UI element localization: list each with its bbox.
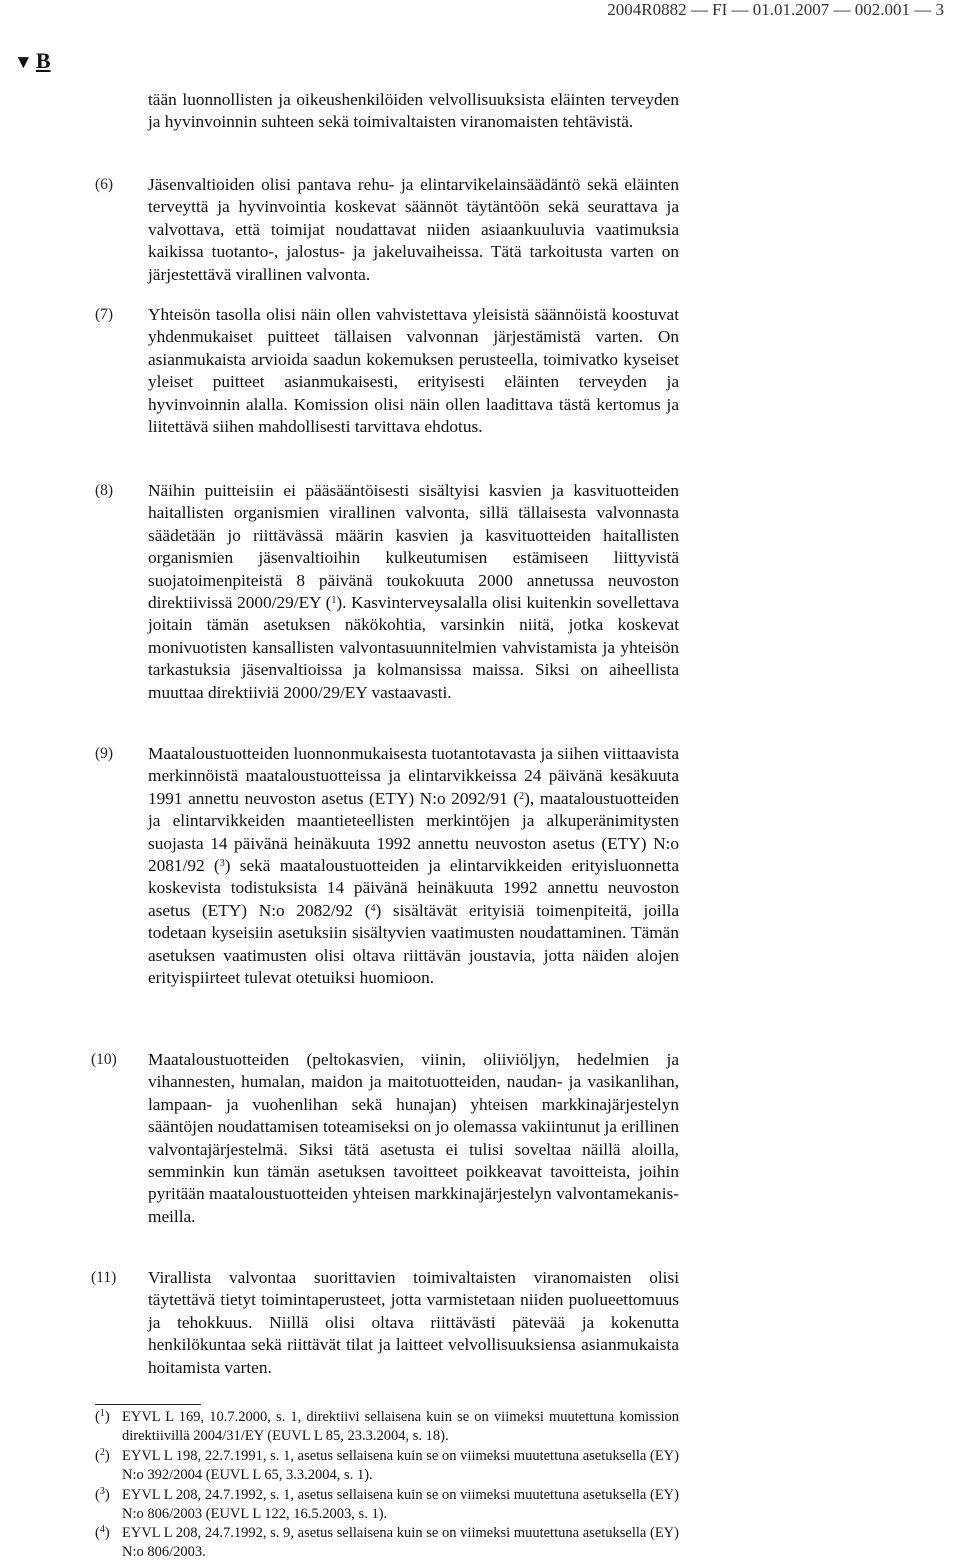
continuation-paragraph: tään luonnollisten ja oikeushenkilöiden velvollisuuksista eläinten terveyden ja hyvinvoinnin suhteen sekä toimivaltaisten viranomaisten tehtävistä. bbox=[148, 90, 679, 132]
recital-text: Jäsenvaltioiden olisi pantava rehu- ja elintarvikelainsäädäntö sekä eläinten terveyttä ja hyvinvointia koskevat säännöt täytäntöön sekä seurattava ja valvottava, että toimijat noudattavat niiden asiaankuuluvia vaatimuksia kaikissa tuotanto-, jalostus- ja jakeluvaiheissa. Tätä tarkoitusta varten on järjestettävä virallinen valvonta. bbox=[148, 175, 679, 284]
footnote-number: ($^3$) bbox=[95, 1486, 110, 1503]
footnote-text: EYVL L 208, 24.7.1992, s. 1, asetus sellaisena kuin se on viimeksi muutettuna asetuksella (EY) N:o 806/2003 (EUVL L 122, 16.5.2003, s. 1). bbox=[122, 1487, 679, 1522]
footnote-text: EYVL L 198, 22.7.1991, s. 1, asetus sellaisena kuin se on viimeksi muutettuna asetuksella (EY) N:o 392/2004 (EUVL L 65, 3.3.2004, s. 1). bbox=[122, 1448, 679, 1483]
footnote-text: EYVL L 208, 24.7.1992, s. 9, asetus sellaisena kuin se on viimeksi muutettuna asetuksella (EY) N:o 806/2003. bbox=[122, 1525, 679, 1560]
recital-text: Maataloustuotteiden (peltokasvien, viinin, oliiviöljyn, hedelmien ja vihannesten, humalan, maidon ja maitotuotteiden, naudan- ja vasikanlihan, lampaan- ja vuohenlihan sekä hunajan) yhteisen markkinajärjestelyn sääntöjen noudattamisen toteamiseksi on jo olemassa vakiintunut ja erillinen valvontajärjestelmä. Siksi tätä asetusta ei tulisi soveltaa näillä aloilla, semminkin kun tämän asetuksen tavoitteet poikkeavat tavoitteista, joihin pyritään maataloustuotteiden yhteisen markkinajärjestelyn valvontamekanismeilla. bbox=[148, 1050, 679, 1226]
running-header: 2004R0882 — FI — 01.01.2007 — 002.001 — 3 bbox=[607, 0, 944, 19]
footnote-ref[interactable]: 2 bbox=[519, 790, 525, 802]
recital-number: (9) bbox=[95, 745, 114, 762]
recital-text: Virallista valvontaa suorittavien toimivaltaisten viranomaisten olisi täytettävä tietyt toimintaperusteet, jotta varmistetaan niiden puolueettomuus ja tehokkuus. Niillä olisi oltava riittävästi pätevää ja kokenutta henkilökuntaa sekä riittävät tilat ja laitteet velvollisuuksiensa asianmukaista hoitamista varten. bbox=[148, 1268, 679, 1377]
recital-number: (8) bbox=[95, 482, 114, 499]
footnote-ref[interactable]: 1 bbox=[331, 595, 337, 607]
recital-text bbox=[148, 743, 679, 989]
footnote-ref[interactable]: 4 bbox=[370, 902, 376, 914]
recital-number: (7) bbox=[95, 306, 114, 323]
footnote-text: EYVL L 169, 10.7.2000, s. 1, direktiivi sellaisena kuin se on viimeksi muutettuna komission direktiivillä 2004/31/EY (EUVL L 85, 23.3.2004, s. 18). bbox=[122, 1409, 679, 1444]
recital-number: (10) bbox=[91, 1051, 117, 1068]
triangle-down-icon: ▼ bbox=[14, 52, 33, 73]
footnote-divider bbox=[95, 1404, 201, 1405]
footnote-number: ($^2$) bbox=[95, 1447, 110, 1464]
recital-text-part: Näihin puitteisiin ei pääsääntöisesti sisältyisi kasvien ja kasvituotteiden haitallisten organismien virallinen valvonta, sillä tällaisesta valvonnasta säädetään jo riittävässä määrin kasvien ja kasvituotteiden haitallisten organismien jäsenvaltioihin kulkeutumisen estämiseen liittyvistä suojatoimenpiteistä 8 päivänä toukokuuta 2000 annetussa neuvoston direktiivissä 2000/29/EY ( bbox=[148, 481, 679, 613]
recital-text-part: ). Kasvinterveysalalla olisi kuitenkin sovellettava joitain tämän asetuksen näkökohtia, varsinkin niitä, jotka koskevat monivuotisten kansallisten valvontasuunnitelmien vahvistamista ja yhteisön tarkastuksia jäsenvaltioissa ja kolmansissa maissa. Siksi on aiheellista muuttaa direktiiviä 2000/29/EY vastaavasti. bbox=[148, 593, 679, 702]
recital-text-part: ) sekä maataloustuotteiden ja elintarvikkeiden erityisluonnetta koskevista todistuksista 14 päivänä heinäkuuta 1992 annettu neuvoston asetus (ETY) N:o 2082/92 ( bbox=[148, 856, 679, 920]
footnote-number: ($^1$) bbox=[95, 1408, 110, 1425]
recital-number: (11) bbox=[91, 1269, 117, 1286]
amendment-marker-letter[interactable]: B bbox=[35, 48, 51, 73]
amendment-marker[interactable] bbox=[14, 48, 51, 74]
recital-text-part: ), maataloustuotteiden ja elintarvikkeiden maantieteellisten merkintöjen ja alkuperänimitysten suojasta 14 päivänä heinäkuuta 1992 annettu neuvoston asetus (ETY) N:o 2081/92 ( bbox=[148, 788, 679, 876]
recital-text-part: ) sisältävät erityisiä toimenpiteitä, joilla todetaan kyseisiin asetuksiin sisältyvien vaatimusten noudattaminen. Tämän asetuksen vaatimusten olisi oltava riittävän joustavia, jotta näiden alojen erityispiirteet tulevat otetuiksi huomioon. bbox=[148, 900, 679, 988]
recital-text: Yhteisön tasolla olisi näin ollen vahvistettava yleisistä säännöistä koostuvat yhdenmukaiset puitteet tällaisen valvonnan järjestämistä varten. On asianmukaista arvioida saadun kokemuksen perusteella, toimivatko kyseiset yleiset puitteet asianmukaisesti, erityisesti eläinten terveyden ja hyvinvoinnin alalla. Komission olisi näin ollen laadittava tästä kertomus ja liitettävä siihen mahdollisesti tarvittava ehdotus. bbox=[148, 305, 679, 437]
recital-text bbox=[148, 480, 679, 704]
footnote-ref[interactable]: 3 bbox=[219, 858, 225, 870]
footnote-number: ($^4$) bbox=[95, 1524, 110, 1541]
recital-text-part: Maataloustuotteiden luonnonmukaisesta tuotantotavasta ja siihen viittaavista merkinnöistä maataloustuotteissa ja elintarvikkeissa 24 päivänä kesäkuuta 1991 annettu neuvoston asetus (ETY) N:o 2092/91 ( bbox=[148, 744, 679, 808]
recital-number: (6) bbox=[95, 176, 114, 193]
